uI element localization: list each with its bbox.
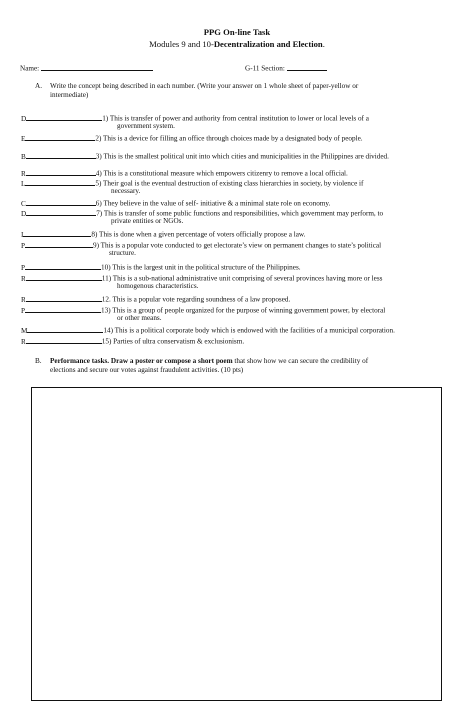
part-b-label: B.: [35, 357, 42, 365]
answer-letter: R: [21, 337, 26, 346]
item-6: [21, 198, 330, 208]
answer-letter: M: [21, 326, 28, 335]
answer-blank[interactable]: [26, 113, 102, 121]
page-title: PPG On-line Task: [203, 27, 271, 37]
answer-blank[interactable]: [25, 305, 101, 313]
item-text: 4) This is a constitutional measure which empowers citizenry to remove a local official.: [95, 169, 348, 178]
item-text: 10) This is the largest unit in the political structure of the Philippines.: [101, 263, 301, 272]
answer-blank[interactable]: [26, 336, 102, 344]
section-field[interactable]: [245, 63, 327, 73]
answer-blank[interactable]: [25, 178, 95, 186]
item-text: 8) This is done when a given percentage of voters officially propose a law.: [91, 230, 306, 239]
item-text-continuation: structure.: [109, 249, 136, 257]
answer-box[interactable]: [31, 387, 442, 701]
answer-letter: D: [21, 114, 27, 123]
item-text: 15) Parties of ultra conservatism & exclusionism.: [101, 337, 245, 346]
answer-letter: R: [21, 169, 26, 178]
part-b-instruction-cont: elections and secure our votes against fraudulent activities. (10 pts): [50, 366, 244, 374]
item-text-continuation: necessary.: [111, 187, 141, 195]
item-text-continuation: homogenous characteristics.: [117, 282, 199, 290]
answer-blank[interactable]: [26, 273, 102, 281]
item-text: 14) This is a political corporate body which is endowed with the facilities of a municipal corporation.: [103, 326, 395, 335]
item-13: [21, 305, 385, 315]
item-4: [21, 168, 348, 178]
answer-letter: C: [21, 199, 26, 208]
answer-blank[interactable]: [26, 208, 96, 216]
name-label: Name:: [20, 64, 40, 73]
answer-blank[interactable]: [26, 168, 96, 176]
item-7: [21, 208, 383, 218]
item-text: 6) They believe in the value of self- initiative & a minimal state role on economy.: [95, 199, 331, 208]
item-1: [21, 113, 369, 123]
answer-blank[interactable]: [26, 198, 96, 206]
item-text-continuation: or other means.: [117, 314, 162, 322]
page-subtitle: Modules 9 and 10-Decentralization and Election.: [149, 39, 325, 49]
item-3: [21, 151, 389, 161]
name-field[interactable]: [20, 63, 153, 73]
answer-blank[interactable]: [23, 229, 91, 237]
answer-letter: D: [21, 209, 27, 218]
answer-blank[interactable]: [25, 262, 101, 270]
item-text: 7) This is transfer of some public functions and responsibilities, which government may perform, to: [96, 209, 384, 218]
answer-blank[interactable]: [25, 240, 93, 248]
item-11: [21, 273, 382, 283]
answer-letter: P: [21, 263, 25, 272]
item-text: 12. This is a popular vote regarding soundness of a law proposed.: [101, 295, 291, 304]
section-label: G-11 Section:: [245, 64, 285, 73]
item-9: [21, 240, 381, 250]
item-10: [21, 262, 301, 272]
part-a-instruction: Write the concept being described in each number. (Write your answer on 1 whole sheet of paper-yellow or: [50, 82, 359, 90]
answer-letter: B: [21, 152, 26, 161]
answer-letter: L: [21, 179, 26, 188]
item-14: [21, 325, 395, 335]
item-text: 13) This is a group of people organized for the purpose of winning government power, by electoral: [101, 306, 386, 315]
item-text: 9) This is a popular vote conducted to get electorate’s view on permanent changes to state’s political: [93, 241, 382, 250]
answer-letter: I: [21, 230, 24, 239]
answer-letter: P: [21, 306, 25, 315]
section-blank[interactable]: [287, 63, 327, 71]
name-blank[interactable]: [41, 63, 153, 71]
answer-blank[interactable]: [27, 325, 103, 333]
answer-blank[interactable]: [26, 151, 96, 159]
item-15: [21, 336, 244, 346]
item-text: 11) This is a sub-national administrative unit comprising of several provinces having more or less: [101, 274, 383, 283]
part-a-label: A.: [35, 82, 42, 90]
item-text: 1) This is transfer of power and authority from central institution to lower or local levels of a: [102, 114, 369, 123]
item-5: [21, 178, 363, 188]
item-text: 3) This is the smallest political unit into which cities and municipalities in the Philippines are divided.: [95, 152, 389, 161]
item-text-continuation: private entities or NGOs.: [111, 217, 184, 225]
part-a-instruction-cont: intermediate): [50, 91, 89, 99]
answer-letter: R: [21, 274, 26, 283]
answer-blank[interactable]: [26, 294, 102, 302]
answer-blank[interactable]: [25, 133, 95, 141]
item-8: [21, 229, 305, 239]
item-text: 2) This is a device for filling an office through choices made by a designated body of people.: [95, 134, 363, 143]
part-b-instruction: Performance tasks. Draw a poster or compose a short poem that show how we can secure the credibility of: [50, 357, 369, 365]
item-2: [21, 133, 363, 143]
answer-letter: E: [21, 134, 26, 143]
item-text: 5) Their goal is the eventual destruction of existing class hierarchies in society, by violence if: [95, 179, 364, 188]
item-text-continuation: government system.: [117, 122, 175, 130]
answer-letter: R: [21, 295, 26, 304]
answer-letter: P: [21, 241, 25, 250]
item-12: [21, 294, 290, 304]
